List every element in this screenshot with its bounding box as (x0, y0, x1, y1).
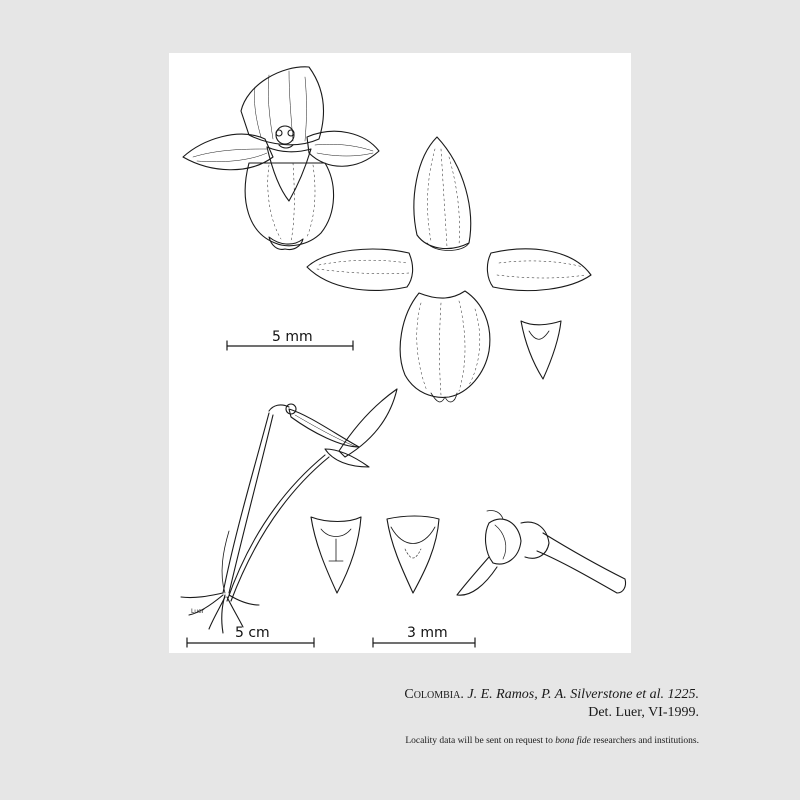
plate-drawing (169, 53, 631, 653)
lip-views (311, 516, 439, 593)
flower-front-view (183, 67, 379, 250)
collectors-text: J. E. Ramos, P. A. Silverstone et al. 1225. (467, 687, 699, 702)
country-separator: . (460, 687, 464, 702)
specimen-caption (404, 686, 699, 722)
plant-habit (181, 389, 397, 633)
note-prefix: Locality data will be sent on request to (405, 736, 556, 746)
scale-label-3mm: 3 mm (407, 625, 448, 641)
note-emphasis: bona fide (555, 736, 591, 746)
botanical-plate (169, 53, 631, 653)
scale-label-5mm: 5 mm (272, 329, 313, 345)
determination-line: Det. Luer, VI-1999. (588, 705, 699, 720)
collection-line (404, 686, 699, 704)
note-suffix: researchers and institutions. (590, 736, 699, 746)
dissected-perianth (307, 137, 591, 402)
artist-signature: Luer (191, 608, 205, 615)
scale-label-5cm: 5 cm (235, 625, 270, 641)
column-lateral-view (457, 510, 626, 595)
country-name: Colombia (404, 687, 461, 702)
locality-note (405, 736, 699, 746)
